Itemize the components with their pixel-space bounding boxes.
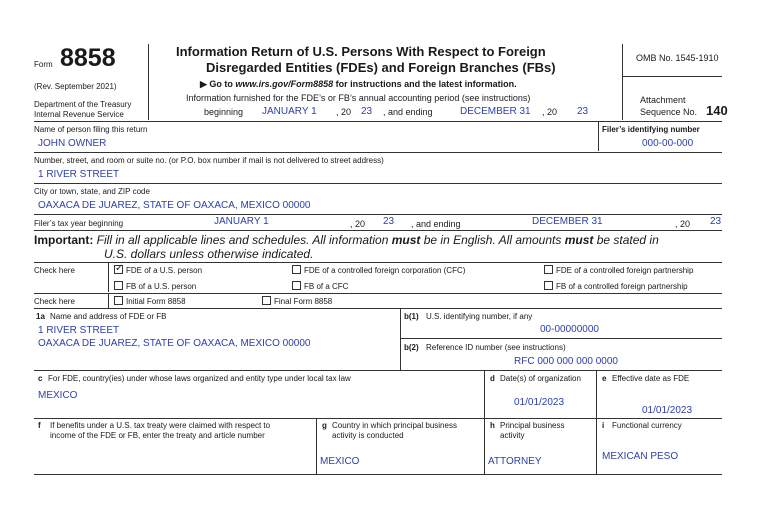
irs-url-link[interactable]: www.irs.gov/Form8858 (235, 79, 334, 89)
effective-date-field[interactable]: 01/01/2023 (642, 405, 693, 416)
line-f-label-1: If benefits under a U.S. tax treaty were claimed with respect to (50, 421, 271, 430)
omb-number: OMB No. 1545-1910 (636, 53, 719, 63)
tax-ending-label: , and ending (411, 219, 461, 229)
sequence-label: Sequence No. (640, 107, 698, 117)
initial-form-checkbox[interactable] (114, 296, 123, 305)
department-line-2: Internal Revenue Service (34, 110, 124, 119)
omb-divider (622, 76, 722, 77)
checkbox-divider (108, 262, 109, 292)
fb-cfp-label: FB of a controlled foreign partnership (556, 282, 688, 291)
line-1a-number: 1a (36, 312, 45, 321)
functional-currency-field[interactable]: MEXICAN PESO (602, 451, 679, 462)
important-must: must (391, 233, 421, 247)
check-here-label: Check here (34, 297, 75, 306)
country-organized-field[interactable]: MEXICO (38, 390, 78, 401)
beginning-label: beginning (204, 107, 244, 117)
fb-cfp-checkbox[interactable] (544, 281, 553, 290)
comma-20-label: , 20 (350, 219, 366, 229)
street-field[interactable]: 1 RIVER STREET (38, 169, 120, 180)
tax-year-begin-field[interactable]: JANUARY 1 (214, 216, 269, 227)
header-divider-right (622, 44, 623, 120)
important-text: Fill in all applicable lines and schedules. All information (96, 233, 392, 247)
checkbox-divider (108, 293, 109, 308)
filer-id-label: Filer’s identifying number (602, 125, 700, 134)
initial-form-label: Initial Form 8858 (126, 297, 186, 306)
important-label: Important: (34, 233, 94, 247)
city-field[interactable]: OAXACA DE JUAREZ, STATE OF OAXACA, MEXICO 00000 (38, 200, 311, 211)
line-h-label-1: Principal business (500, 421, 565, 430)
fde-cfp-checkbox[interactable] (544, 265, 553, 274)
important-must: must (564, 233, 594, 247)
rule (34, 262, 722, 263)
filer-name-label: Name of person filing this return (34, 125, 148, 134)
fde-address-line-2-field[interactable]: OAXACA DE JUAREZ, STATE OF OAXACA, MEXICO 00000 (38, 338, 311, 349)
line-e-label: Effective date as FDE (612, 374, 690, 383)
goto-suffix: for instructions and the latest information. (333, 79, 517, 89)
sequence-number: 140 (706, 103, 728, 118)
check-here-label: Check here (34, 266, 75, 275)
line-f-divider (316, 418, 317, 474)
city-label: City or town, state, and ZIP code (34, 187, 150, 196)
final-form-checkbox[interactable] (262, 296, 271, 305)
rule (34, 474, 722, 475)
important-text-line-2: U.S. dollars unless otherwise indicated. (104, 247, 314, 261)
fde-address-line-1-field[interactable]: 1 RIVER STREET (38, 325, 120, 336)
rule (34, 183, 722, 184)
header-divider-left (148, 44, 149, 120)
rule (34, 418, 722, 419)
final-form-label: Final Form 8858 (274, 297, 333, 306)
line-1-divider (400, 308, 401, 370)
filer-name-field[interactable]: JOHN OWNER (38, 138, 107, 149)
attachment-label: Attachment (640, 95, 686, 105)
fb-us-person-checkbox[interactable] (114, 281, 123, 290)
line-g-divider (484, 418, 485, 474)
form-word: Form (34, 60, 53, 69)
fde-us-person-label: FDE of a U.S. person (126, 266, 203, 275)
line-i-label: Functional currency (612, 421, 682, 430)
line-d-label: Date(s) of organization (500, 374, 581, 383)
line-e-number: e (602, 374, 607, 383)
line-i-number: i (602, 421, 605, 430)
fb-cfc-label: FB of a CFC (304, 282, 349, 291)
fb-cfc-checkbox[interactable] (292, 281, 301, 290)
line-g-label-1: Country in which principal business (332, 421, 457, 430)
important-text: be stated in (593, 233, 659, 247)
accounting-period-info: Information furnished for the FDE’s or FB’s annual accounting period (see instructions) (186, 93, 531, 103)
filer-id-field[interactable]: 000-00-000 (642, 138, 694, 149)
fde-cfc-label: FDE of a controlled foreign corporation (CFC) (304, 266, 466, 275)
rule (34, 308, 722, 309)
line-d-number: d (490, 374, 495, 383)
tax-year-label: Filer’s tax year beginning (34, 219, 124, 228)
fde-cfp-label: FDE of a controlled foreign partnership (556, 266, 694, 275)
fde-cfc-checkbox[interactable] (292, 265, 301, 274)
goto-prefix: ▶ Go to (200, 79, 236, 89)
tax-year-end-field[interactable]: DECEMBER 31 (532, 216, 603, 227)
fde-us-person-checkbox[interactable] (114, 265, 123, 274)
department-line-1: Department of the Treasury (34, 100, 132, 109)
line-d-divider (596, 370, 597, 418)
period-ending-field[interactable]: DECEMBER 31 (460, 106, 531, 117)
form-number: 8858 (60, 44, 116, 72)
period-beginning-field[interactable]: JANUARY 1 (262, 106, 317, 117)
us-identifying-number-field[interactable]: 00-00000000 (540, 324, 599, 335)
street-label: Number, street, and room or suite no. (or P.O. box number if mail is not delivered to street address) (34, 156, 384, 165)
rule (34, 293, 722, 294)
period-begin-year-field[interactable]: 23 (361, 106, 373, 117)
rule (34, 152, 722, 153)
line-c-label: For FDE, country(ies) under whose laws organized and entity type under local tax law (48, 374, 351, 383)
revision-date: (Rev. September 2021) (34, 82, 117, 91)
period-end-year-field[interactable]: 23 (577, 106, 589, 117)
important-text: be in English. All amounts (420, 233, 565, 247)
tax-year-begin-year-field[interactable]: 23 (383, 216, 395, 227)
important-notice (34, 233, 659, 247)
line-1a-label: Name and address of FDE or FB (50, 312, 167, 321)
rule (34, 214, 722, 215)
line-g-label-2: activity is conducted (332, 431, 404, 440)
comma-20-label: , 20 (542, 107, 558, 117)
line-c-number: c (38, 374, 43, 383)
form-title-line-1: Information Return of U.S. Persons With Respect to Foreign (176, 44, 546, 59)
line-h-divider (596, 418, 597, 474)
line-b1-label: U.S. identifying number, if any (426, 312, 533, 321)
principal-activity-field[interactable]: ATTORNEY (488, 456, 542, 467)
line-b2-label: Reference ID number (see instructions) (426, 343, 566, 352)
line-b2-number: b(2) (404, 343, 419, 352)
filer-id-divider (598, 121, 599, 151)
comma-20-label: , 20 (336, 107, 352, 117)
reference-id-field[interactable]: RFC 000 000 000 0000 (514, 356, 618, 367)
line-h-number: h (490, 421, 495, 430)
line-c-divider (484, 370, 485, 418)
line-g-number: g (322, 421, 327, 430)
comma-20-label: , 20 (675, 219, 691, 229)
principal-country-field[interactable]: MEXICO (320, 456, 360, 467)
line-f-number: f (38, 421, 41, 430)
line-h-label-2: activity (500, 431, 525, 440)
line-b1-number: b(1) (404, 312, 419, 321)
rule (400, 338, 722, 339)
fb-us-person-label: FB of a U.S. person (126, 282, 197, 291)
rule (34, 121, 722, 122)
goto-instructions (200, 79, 517, 90)
form-title-line-2: Disregarded Entities (FDEs) and Foreign Branches (FBs) (206, 60, 556, 75)
and-ending-label: , and ending (383, 107, 433, 117)
rule (34, 230, 722, 231)
tax-year-end-year-field[interactable]: 23 (710, 216, 722, 227)
date-of-organization-field[interactable]: 01/01/2023 (514, 397, 565, 408)
rule (34, 370, 722, 371)
line-f-label-2: income of the FDE or FB, enter the treaty and article number (50, 431, 265, 440)
